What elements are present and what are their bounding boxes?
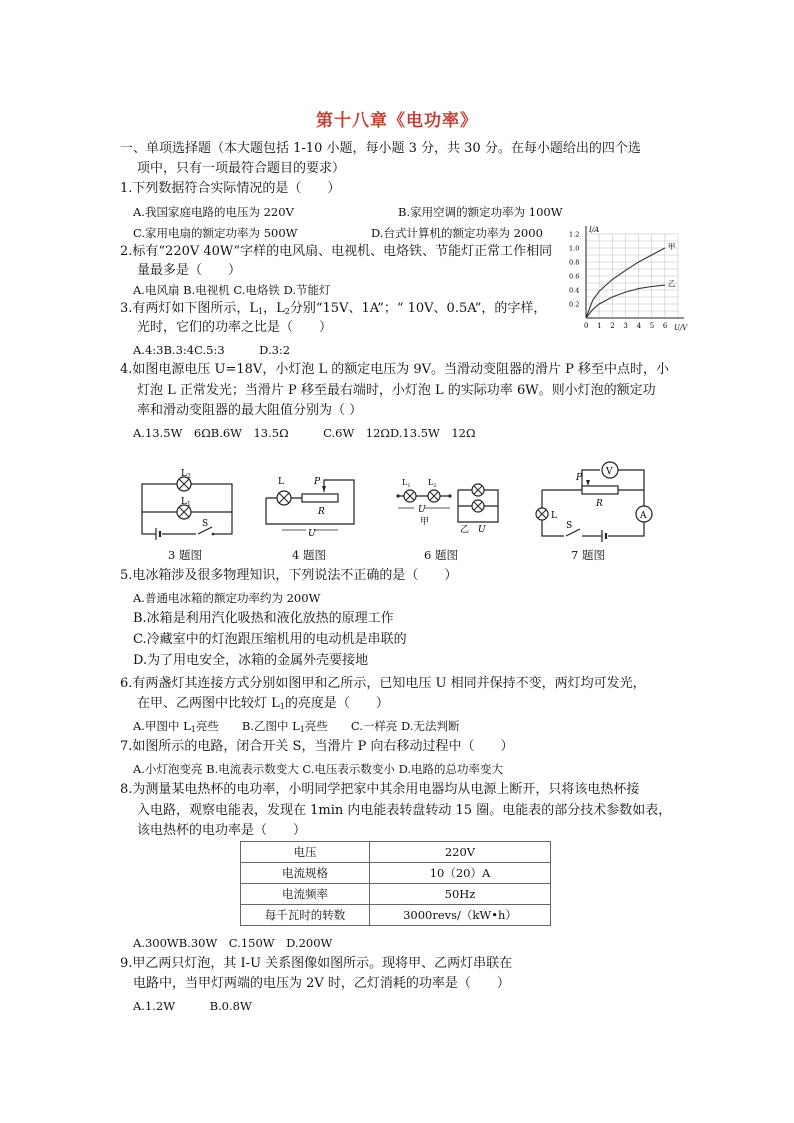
q2-line2: 量最多是（ ）	[137, 263, 242, 278]
circuit-fig4	[262, 470, 362, 540]
rheostat-7-icon	[582, 486, 618, 494]
section-heading-line2: 项中，只有一项最符合题目的要求）	[137, 161, 346, 176]
svg-text:A: A	[640, 511, 647, 521]
label-l-7: L	[551, 511, 557, 521]
battery-7-icon	[602, 530, 608, 542]
rheostat-icon	[302, 494, 338, 502]
y-tick-label: 0.2	[569, 300, 580, 309]
q7-options: A.小灯泡变亮 B.电流表示数变大 C.电压表示数变小 D.电路的总功率变大	[133, 762, 504, 776]
table-row: 电流规格 10（20）A	[241, 863, 551, 884]
iu-graph	[568, 222, 688, 337]
label-s: S	[202, 519, 209, 529]
q4-line1: 4.如图电源电压 U=18V，小灯泡 L 的额定电压为 9V。当滑动变阻器的滑片 P 移至中点时，小	[120, 362, 670, 377]
q5-option-d: D.为了用电安全，冰箱的金属外壳要接地	[133, 653, 369, 668]
section-heading-line1: 一、单项选择题（本大题包括 1-10 小题，每小题 3 分，共 30 分。在每小题给出的四个选	[120, 141, 641, 156]
series-label-1: 甲	[667, 242, 676, 251]
label-l2: $L_2$	[181, 469, 191, 480]
q3-options: A.4:3B.3:4C.5:3 D.3:2	[133, 343, 291, 357]
q1-option-c: C.家用电扇的额定功率为 500W	[133, 226, 298, 240]
circuit-fig3	[138, 470, 238, 540]
series-label-2: 乙	[667, 279, 676, 289]
table-row: 电流频率 50Hz	[241, 884, 551, 905]
q6-options: A.甲图中 $L_1$亮些 B.乙图中 $L_1$亮些 C.一样亮 D.无法判断	[133, 719, 460, 734]
q1-option-a: A.我国家庭电路的电压为 220V	[133, 205, 294, 219]
y-axis-label: I/A	[589, 226, 600, 234]
x-axis-label: U/V	[674, 324, 688, 332]
table-row: 每千瓦时的转数 3000revs/（kW•h）	[241, 905, 551, 926]
q7-stem: 7.如图所示的电路，闭合开关 S，当滑片 P 向右移动过程中（ ）	[120, 739, 514, 754]
x-tick-label: 4	[636, 322, 642, 330]
y-tick-label: 0.8	[569, 258, 580, 267]
q3-line1: 3.有两灯如下图所示，$L_1$，$L_2$分别“15V、1A”；“ 10V、0.5A”，的字样，	[120, 301, 547, 316]
meter-spec-table	[240, 841, 551, 926]
label-p: P	[314, 477, 321, 487]
q1-option-d: D.台式计算机的额定功率为 2000	[371, 226, 543, 240]
label-jia: 甲	[420, 517, 430, 527]
y-tick-label: 1.2	[569, 230, 580, 239]
q6-line2: 在甲、乙两图中比较灯 $L_1$的亮度是（ ）	[137, 696, 389, 711]
lamp-l-icon	[277, 491, 291, 505]
q6-line1: 6.有两盏灯其连接方式分别如图甲和乙所示，已知电压 U 相同并保持不变，两灯均可发光，	[120, 676, 646, 691]
label-p-7: P	[576, 473, 583, 483]
x-tick-label: 5	[649, 322, 655, 330]
label-u: U	[308, 529, 316, 539]
caption-fig7: 7 题图	[571, 548, 605, 562]
label-yi: 乙	[460, 525, 470, 535]
caption-fig6: 6 题图	[424, 548, 458, 562]
q5-option-c: C.冷藏室中的灯泡跟压缩机用的电动机是串联的	[133, 632, 407, 647]
label-l1: $L_1$	[181, 497, 191, 508]
x-tick-label: 1	[597, 322, 602, 330]
q9-line1: 9.甲乙两只灯泡，其 I-U 关系图像如图所示。现将甲、乙两灯串联在	[120, 956, 513, 971]
caption-fig4: 4 题图	[292, 548, 326, 562]
circuit-fig7	[538, 462, 658, 542]
lamp-l-7-icon	[536, 508, 548, 520]
battery-icon	[156, 528, 162, 540]
label-jia-l1: $L_1$	[402, 478, 411, 489]
q5-option-b: B.冰箱是利用汽化吸热和液化放热的原理工作	[133, 611, 394, 626]
lamp-l2-yi-icon	[472, 500, 484, 512]
ammeter-icon	[636, 506, 652, 522]
caption-fig3: 3 题图	[168, 548, 202, 562]
q8-line3: 该电热杯的电功率是（ ）	[137, 823, 307, 838]
x-tick-label: 2	[610, 322, 615, 330]
q1-stem: 1.下列数据符合实际情况的是（ ）	[120, 181, 341, 196]
table-row: 电压 220V	[241, 842, 551, 863]
y-tick-label: 0.4	[569, 286, 580, 295]
label-r: R	[318, 507, 325, 517]
lamp-l1-jia-icon	[404, 490, 416, 502]
q1-option-b: B.家用空调的额定功率为 100W	[398, 205, 563, 219]
label-r-7: R	[596, 499, 603, 509]
x-tick-label: 0	[584, 322, 589, 330]
q8-options: A.300WB.30W C.150W D.200W	[133, 936, 333, 950]
q4-line2: 灯泡 L 正常发光；当滑片 P 移至最右端时，小灯泡 L 的实际功率 6W。则小灯泡的额定功	[137, 383, 656, 398]
slider-arrow-7-icon	[586, 480, 590, 486]
label-jia-l2: $L_2$	[428, 478, 437, 489]
label-u-yi: U	[478, 525, 486, 535]
q2-line1: 2.标有“220V 40W”字样的电风扇、电视机、电烙铁、节能灯正常工作相同	[120, 244, 553, 259]
voltmeter-icon	[602, 462, 618, 478]
x-tick-label: 3	[623, 322, 628, 330]
label-l: L	[278, 477, 284, 487]
label-u-jia: U	[418, 505, 426, 515]
q4-line3: 率和滑动变阻器的最大阻值分别为（ ）	[137, 403, 363, 418]
lamp-l1-yi-icon	[472, 484, 484, 496]
svg-text:V: V	[606, 467, 613, 477]
q2-options: A.电风扇 B.电视机 C.电烙铁 D.节能灯	[133, 283, 331, 297]
q8-line2: 入电路，观察电能表，发现在 1min 内电能表转盘转动 15 圈。电能表的部分技术参数如表，	[137, 803, 672, 818]
lamp-l2-jia-icon	[428, 490, 440, 502]
slider-arrow-icon	[322, 486, 326, 492]
q4-options: A.13.5W 6ΩB.6W 13.5Ω C.6W 12ΩD.13.5W 12Ω	[133, 426, 476, 440]
chapter-title: 第十八章《电功率》	[316, 111, 478, 131]
q9-line2: 电路中，当甲灯两端的电压为 2V 时，乙灯消耗的功率是（ ）	[133, 976, 510, 991]
label-s-7: S	[566, 521, 573, 531]
q5-option-a: A.普通电冰箱的额定功率约为 200W	[133, 591, 321, 605]
q3-line2: 光时，它们的功率之比是（ ）	[137, 320, 333, 335]
q5-stem: 5.电冰箱涉及很多物理知识，下列说法不正确的是（ ）	[120, 568, 458, 583]
q8-line1: 8.为测量某电热杯的电功率，小明同学把家中其余用电器均从电源上断开，只将该电热杯接	[120, 782, 640, 797]
y-tick-label: 1.0	[569, 244, 580, 253]
x-tick-label: 6	[662, 322, 668, 330]
y-tick-label: 0.6	[569, 272, 580, 281]
circuit-fig6	[392, 470, 512, 540]
q9-options: A.1.2W B.0.8W	[133, 999, 252, 1013]
